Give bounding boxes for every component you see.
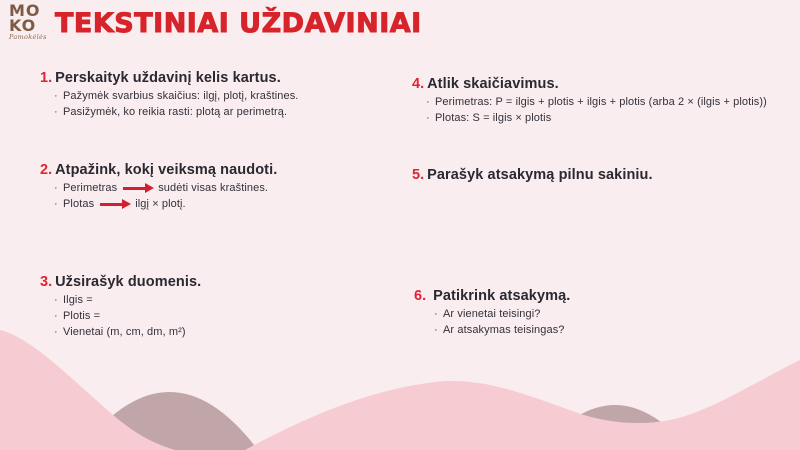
right-arrow-icon	[100, 203, 123, 206]
section-1-bullets	[54, 90, 405, 118]
bullet-text: Pažymėk svarbius skaičius: ilgį, plotį, kraštines.	[63, 90, 299, 102]
bullet-icon: ·	[434, 324, 438, 336]
logo-tagline: Pamokėlės	[9, 33, 47, 42]
bullet-icon: ·	[54, 294, 58, 306]
section-5	[412, 167, 794, 187]
moko-logo	[9, 1, 47, 42]
bullet-icon: ·	[426, 96, 430, 108]
bullet-text: Ar vienetai teisingi?	[443, 308, 541, 320]
section-4-head	[412, 76, 794, 92]
list-item	[426, 112, 794, 124]
section-number: 3.	[40, 274, 53, 290]
bullet-icon: ·	[426, 112, 430, 124]
bullet-icon: ·	[54, 90, 58, 102]
section-5-head	[412, 167, 794, 183]
bullet-text: sudėti visas kraštines.	[158, 182, 269, 194]
bullet-icon: ·	[54, 182, 58, 194]
section-heading: Perskaityk uždavinį kelis kartus.	[55, 70, 281, 86]
bullet-text: Vienetai (m, cm, dm, m²)	[63, 326, 186, 338]
right-arrow-icon	[123, 187, 146, 190]
bullet-text: ilgį × plotį.	[135, 198, 186, 210]
section-heading: Užsirašyk duomenis.	[55, 274, 202, 290]
section-number: 2.	[40, 162, 53, 178]
bullet-text: Perimetras	[63, 182, 118, 194]
section-heading: Atpažink, kokį veiksmą naudoti.	[55, 162, 278, 178]
section-4	[412, 76, 794, 128]
logo-line1: MO	[9, 1, 41, 20]
section-2	[40, 162, 405, 214]
section-heading: Atlik skaičiavimus.	[427, 76, 559, 92]
bullet-text: Pasižymėk, ko reikia rasti: plotą ar perimetrą.	[63, 106, 288, 118]
logo-line2: KO	[9, 15, 37, 35]
bullet-icon: ·	[54, 106, 58, 118]
list-item	[54, 106, 405, 118]
section-4-bullets	[426, 96, 794, 124]
bullet-text: Plotis =	[63, 310, 101, 322]
list-item	[434, 308, 796, 320]
bullet-text: Ar atsakymas teisingas?	[443, 324, 565, 336]
section-1	[40, 70, 405, 122]
bullet-icon: ·	[434, 308, 438, 320]
list-item	[54, 90, 405, 102]
list-item	[54, 198, 405, 210]
list-item	[54, 294, 405, 306]
section-number: 1.	[40, 70, 53, 86]
section-2-head	[40, 162, 405, 178]
section-heading: Parašyk atsakymą pilnu sakiniu.	[427, 167, 653, 183]
section-2-bullets	[54, 182, 405, 210]
bullet-text: Plotas: S = ilgis × plotis	[435, 112, 552, 124]
bullet-text: Ilgis =	[63, 294, 93, 306]
section-heading: Patikrink atsakymą.	[433, 288, 571, 304]
bullet-text: Perimetras: P = ilgis + plotis + ilgis + plotis (arba 2 × (ilgis + plotis))	[435, 96, 767, 108]
bullet-icon: ·	[54, 310, 58, 322]
bullet-text: Plotas	[63, 198, 95, 210]
bullet-icon: ·	[54, 326, 58, 338]
page-title: TEKSTINIAI UŽDAVINIAI	[55, 8, 422, 39]
list-item	[426, 96, 794, 108]
bullet-icon: ·	[54, 198, 58, 210]
list-item	[54, 182, 405, 194]
section-3-head	[40, 274, 405, 290]
section-1-head	[40, 70, 405, 86]
wave-decoration	[0, 320, 800, 450]
section-number: 4.	[412, 76, 425, 92]
section-6-head	[414, 288, 796, 304]
section-number: 5.	[412, 167, 425, 183]
section-number: 6.	[414, 288, 427, 304]
